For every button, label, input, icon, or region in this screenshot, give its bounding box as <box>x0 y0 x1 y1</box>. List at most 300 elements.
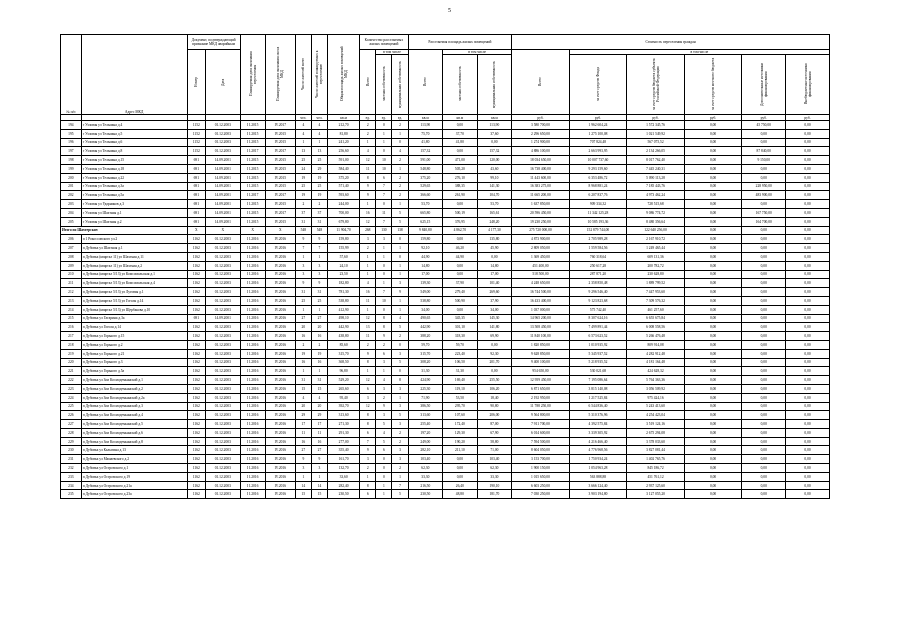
cell-cm: 0 <box>392 138 408 147</box>
cell-r: 14 <box>295 481 311 490</box>
cell-no: 224 <box>61 393 82 402</box>
cell-no: 205 <box>61 217 82 226</box>
cell-addr: г Узловая ул Тельмана д.5а <box>81 191 187 200</box>
cell-n: 1162 <box>187 349 205 358</box>
cell-ex2: 0,00 <box>786 349 830 358</box>
cell-lb: 0,00 <box>684 384 742 393</box>
cell-a: 392,70 <box>328 402 360 411</box>
cell-cp: 1 <box>376 481 392 490</box>
table-row <box>61 490 830 499</box>
cell-c: 2 <box>360 244 376 253</box>
header-cost-local: за счет средств местного бюджета <box>684 55 742 115</box>
cell-sb: 728 515,68 <box>627 200 685 209</box>
cell-no: 203 <box>61 200 82 209</box>
cell-r: 7 <box>295 244 311 253</box>
header-document: Документ, подтверждающий признание МКД аварийным <box>187 35 240 50</box>
cell-cm: 1 <box>392 393 408 402</box>
cell-r: 24 <box>295 164 311 173</box>
cell-tp: 295,70 <box>443 402 478 411</box>
cell-e: IV.2015 <box>265 217 295 226</box>
cell-cm: 0 <box>392 252 408 261</box>
cell-no: 221 <box>61 367 82 376</box>
header-area-group: Расселяемая площадь жилых помещений <box>408 35 512 50</box>
cell-f: 8 307 624,16 <box>569 314 627 323</box>
cell-cm: 4 <box>392 314 408 323</box>
cell-cm: 0 <box>392 340 408 349</box>
cell-c: 2 <box>360 464 376 473</box>
cell-addr: п Дубовка ул Зои Космодемьянской д.6 <box>81 428 187 437</box>
cell-cm: 5 <box>392 490 408 499</box>
cell-s: 20 <box>311 323 327 332</box>
cell-f: 10 007 737,60 <box>569 156 627 165</box>
cell-t: 103,40 <box>408 455 443 464</box>
cell-no: 234 <box>61 481 82 490</box>
cell-cost: 6 603 250,00 <box>512 481 570 490</box>
cell-p: I I.2016 <box>240 402 265 411</box>
cell-e: IV.2016 <box>265 446 295 455</box>
cell-tp: 276,10 <box>443 173 478 182</box>
cell-cost: 4 873 900,00 <box>512 235 570 244</box>
cell-ex: 0,00 <box>742 490 786 499</box>
cell-e: IV.2016 <box>265 358 295 367</box>
cell-tm: 17,00 <box>477 270 512 279</box>
cell-tp: 106,50 <box>443 358 478 367</box>
cell-ex2: 0,00 <box>786 437 830 446</box>
rows-group-b <box>61 235 830 499</box>
cell-c: 4 <box>360 279 376 288</box>
cell-ex: 87 840,00 <box>742 147 786 156</box>
cell-t: 255,40 <box>408 420 443 429</box>
cell-ex2: 0,00 <box>786 173 830 182</box>
cell-r: 13 <box>295 147 311 156</box>
cell-t: 17,00 <box>408 270 443 279</box>
cell-s: 4 <box>311 129 327 138</box>
cell-r: 11 <box>295 428 311 437</box>
cell-p: I I.2016 <box>240 367 265 376</box>
cell-tp: 0,00 <box>443 235 478 244</box>
cell-a: 584,40 <box>328 164 360 173</box>
cell-tp: 169,40 <box>443 376 478 385</box>
cell-addr: п Дубовка ул Калыгина д.13 <box>81 446 187 455</box>
cell-addr: п Дубовка ул Горького д.2 <box>81 340 187 349</box>
cell-tp: 0,00 <box>443 121 478 130</box>
unit-cell: руб. <box>569 115 627 121</box>
cell-tp: 46,20 <box>443 244 478 253</box>
cell-no: 204 <box>61 208 82 217</box>
cell-t: 538,80 <box>408 296 443 305</box>
cell-e: IV.2016 <box>265 393 295 402</box>
cell-sb: 2 675 294,08 <box>627 428 685 437</box>
cell-e: IV.2017 <box>265 208 295 217</box>
table-row <box>61 270 830 279</box>
cell-cm: 2 <box>392 437 408 446</box>
cell-cost: 19 230 250,00 <box>512 217 570 226</box>
cell-t: 59,70 <box>408 340 443 349</box>
cell-addr: п Дубовка ул Зои Космодемьянской д.4 <box>81 411 187 420</box>
cell-f: 6 544 836,40 <box>569 402 627 411</box>
cell-cost: 1 900 150,00 <box>512 464 570 473</box>
header-cost-fund: за счет средств Фонда <box>569 55 627 115</box>
cell-ex: 0,00 <box>742 420 786 429</box>
cell-s: 31 <box>311 288 327 297</box>
cell-c: 11 <box>360 164 376 173</box>
cell-c: 1 <box>360 270 376 279</box>
cell-ex2: 0,00 <box>786 384 830 393</box>
cell-tp: 26,40 <box>443 481 478 490</box>
cell-f: 4 392 575,84 <box>569 420 627 429</box>
table-row <box>61 455 830 464</box>
cell-sb: 5 090 113,28 <box>627 173 685 182</box>
cell-cost: 4 886 100,00 <box>512 147 570 156</box>
cell-cp: 10 <box>376 164 392 173</box>
cell-t: 591,00 <box>408 156 443 165</box>
cell-d: 01.12.2003 <box>206 446 241 455</box>
cell-c: 12 <box>360 314 376 323</box>
cell-s: 14 <box>311 481 327 490</box>
cell-s: 20 <box>311 402 327 411</box>
cell-d: 01.12.2003 <box>206 332 241 341</box>
cell-no: 209 <box>61 261 82 270</box>
cell-d: 01.12.2003 <box>206 437 241 446</box>
cell-f: 6 207 837,76 <box>569 191 627 200</box>
cell-ex: 0,00 <box>742 261 786 270</box>
cell-r: 1 <box>295 252 311 261</box>
cell-cp: 3 <box>376 384 392 393</box>
cell-no: 229 <box>61 437 82 446</box>
cell-lb: 0,00 <box>684 420 742 429</box>
cell-cost: 6 871 650,00 <box>512 384 570 393</box>
cell-a: 781,30 <box>328 288 360 297</box>
cell-e: IV.2016 <box>265 420 295 429</box>
cell-a: 438,80 <box>328 332 360 341</box>
cell-e: IV.2016 <box>265 349 295 358</box>
cell-tm: 106,20 <box>477 384 512 393</box>
cell-d: 01.12.2003 <box>206 472 241 481</box>
cell-c: 12 <box>360 217 376 226</box>
cell-d: 01.12.2003 <box>206 402 241 411</box>
cell-addr: п 1 Рокоссовского ул.2 <box>81 235 187 244</box>
cell-a: 271,30 <box>328 420 360 429</box>
cell-ex: 0,00 <box>742 138 786 147</box>
cell-n: 1162 <box>187 367 205 376</box>
cell-addr: п Дубовка (квартал 5/13) ул Гоголя д.14 <box>81 296 187 305</box>
cell-t: 424,90 <box>408 376 443 385</box>
unit-cell: кв.м <box>443 115 478 121</box>
table-row <box>61 428 830 437</box>
cell-addr: п Дубовка ул Зои Космодемьянской д.1 <box>81 376 187 385</box>
resettlement-register-table <box>60 34 830 499</box>
cell-sb: 7 447 953,60 <box>627 288 685 297</box>
cell-c: 3 <box>360 455 376 464</box>
cell-no: 213 <box>61 296 82 305</box>
cell-n: 691 <box>187 200 205 209</box>
cell-sb: 3 056 509,92 <box>627 384 685 393</box>
cell-n: 1162 <box>187 252 205 261</box>
cell-tp: 119,10 <box>443 384 478 393</box>
cell-p: I I.2016 <box>240 420 265 429</box>
cell-ex: 0,00 <box>742 244 786 253</box>
header-area-total-sub: Всего <box>408 50 443 115</box>
cell-c: 8 <box>360 358 376 367</box>
cell-d: 01.12.2003 <box>206 305 241 314</box>
cell-c: 6 <box>360 428 376 437</box>
cell-ex: 0,00 <box>742 279 786 288</box>
cell-d: 14.09.2001 <box>206 156 241 165</box>
cell-lb: 0,00 <box>684 481 742 490</box>
cell-tm: 141,80 <box>477 323 512 332</box>
cell-t: 71,90 <box>408 393 443 402</box>
cell-c: 1 <box>360 472 376 481</box>
cell-cp: 8 <box>376 323 392 332</box>
header-count-total: Всего <box>360 50 376 115</box>
cell-tm: 33,30 <box>477 472 512 481</box>
cell-cost: 11 788 250,00 <box>512 402 570 411</box>
header-cost-subject: за счет средств бюджета субъекта Российской Федерации <box>627 55 685 115</box>
cell-p: I I.2016 <box>240 244 265 253</box>
cell-e: IV.2016 <box>265 384 295 393</box>
cell-addr: п Дубовка ул Горького д.5а <box>81 367 187 376</box>
cell-s: 16 <box>311 358 327 367</box>
table-row <box>61 156 830 165</box>
cell-cm: 2 <box>392 121 408 130</box>
cell-e: IV.2015 <box>265 156 295 165</box>
cell-cost: 16 383 275,00 <box>512 182 570 191</box>
cell-s: 4 <box>311 393 327 402</box>
cell-r: 1 <box>295 367 311 376</box>
cell-d: 01.12.2003 <box>206 428 241 437</box>
cell-tm: 45,90 <box>477 244 512 253</box>
cell-p: I I.2017 <box>240 147 265 156</box>
cell-tm: 206,00 <box>477 411 512 420</box>
cell-a: 23,50 <box>328 270 360 279</box>
cell-cost: 11 840 100,00 <box>512 332 570 341</box>
cell-f: 2 705 989,28 <box>569 235 627 244</box>
header-residents: Число жителей всего <box>295 35 311 115</box>
cell-cost: 1 015 650,00 <box>512 472 570 481</box>
cell-lb: 0,00 <box>684 490 742 499</box>
cell-p: I I.2016 <box>240 384 265 393</box>
cell-s: 25 <box>311 156 327 165</box>
cell-sb: 1 249 465,44 <box>627 244 685 253</box>
cell-ex2: 0,00 <box>786 270 830 279</box>
cell-a: 33,60 <box>328 472 360 481</box>
cell-t: 44,90 <box>408 252 443 261</box>
cell-p: I I.2016 <box>240 472 265 481</box>
cell-lb: 0,00 <box>684 340 742 349</box>
cell-addr: п Дубовка ул Гагарина д.3а <box>81 314 187 323</box>
cell-n: 691 <box>187 208 205 217</box>
cell-addr: п Дубовка ул Зои Космодемьянской д.3 <box>81 402 187 411</box>
cell-ex2: 0,00 <box>786 332 830 341</box>
cell-a: 442,90 <box>328 323 360 332</box>
cell-addr: г Узловая ул Тельмана д.3а <box>81 182 187 191</box>
cell-addr: п Дубовка ул Зои Космодемьянской д.8 <box>81 437 187 446</box>
cell-tm: 37,90 <box>477 296 512 305</box>
cell-ex2: 0,00 <box>786 164 830 173</box>
cell-f: 287 871,20 <box>569 270 627 279</box>
cell-f: 563 888,88 <box>569 472 627 481</box>
cell-r: 4 <box>295 121 311 130</box>
cell-d: 14.09.2001 <box>206 191 241 200</box>
cell-sb: 7 185 443,76 <box>627 182 685 191</box>
cell-tp: 59,70 <box>443 340 478 349</box>
cell-f: 5 218 935,52 <box>569 358 627 367</box>
cell-f: 575 742,40 <box>569 305 627 314</box>
cell-cm: 1 <box>392 305 408 314</box>
cell-cp: 7 <box>376 288 392 297</box>
cell-ex2: 0,00 <box>786 261 830 270</box>
cell-cost: 1 820 850,00 <box>512 340 570 349</box>
cell-tm: 71,00 <box>477 446 512 455</box>
cell-p: I I.2016 <box>240 340 265 349</box>
cell-no: 231 <box>61 455 82 464</box>
cell-ex2: 0,00 <box>786 472 830 481</box>
cell-d: 01.12.2003 <box>206 455 241 464</box>
unit-cell: кв.м <box>328 115 360 121</box>
cell-t: 31,30 <box>408 367 443 376</box>
cell-tm: 92,30 <box>477 349 512 358</box>
cell-addr: г Узловая ул Тельмана д.5 <box>81 129 187 138</box>
table-row <box>61 464 830 473</box>
cell-d: 01.12.2003 <box>206 384 241 393</box>
subtotal-label: Итого по Шахтерское: <box>61 226 188 235</box>
cell-tp: 471,00 <box>443 156 478 165</box>
cell-a: 57,60 <box>328 252 360 261</box>
cell-cost: 11 665 200,00 <box>512 191 570 200</box>
cell-r: 4 <box>295 129 311 138</box>
cell-cm: 5 <box>392 358 408 367</box>
cell-c: 9 <box>360 349 376 358</box>
cell-tp: 31,30 <box>443 367 478 376</box>
cell-n: 1162 <box>187 464 205 473</box>
cell-c: 2 <box>360 121 376 130</box>
cell-s: 1 <box>311 472 327 481</box>
cell-no: 225 <box>61 402 82 411</box>
cell-r: 25 <box>295 296 311 305</box>
cell-tp: 500,90 <box>443 296 478 305</box>
cell-s: 2 <box>311 200 327 209</box>
cell-f: 1 010 935,92 <box>569 340 627 349</box>
cell-cost: 9 628 850,00 <box>512 349 570 358</box>
cell-f: 1 750 934,24 <box>569 455 627 464</box>
cell-f: 3 339 305,92 <box>569 428 627 437</box>
cell-s: 4 <box>311 121 327 130</box>
cell-e: IV.2016 <box>265 261 295 270</box>
cell-t: 308,20 <box>408 358 443 367</box>
cell-ex: 164 700,00 <box>742 217 786 226</box>
cell-addr: г Узловая ул Тельмана д.22 <box>81 173 187 182</box>
cell-ex2: 0,00 <box>786 393 830 402</box>
unit-cell: руб. <box>742 115 786 121</box>
cell-e: IV.2016 <box>265 323 295 332</box>
cell-cost: 3 580 700,00 <box>512 121 570 130</box>
cell-tp: 0,00 <box>443 261 478 270</box>
cell-ex: 0,00 <box>742 305 786 314</box>
cell-e: IV.2016 <box>265 252 295 261</box>
cell-f: 3 815 140,08 <box>569 384 627 393</box>
cell-t: 282,10 <box>408 446 443 455</box>
cell-lb: 0,00 <box>684 288 742 297</box>
cell-t: 249,00 <box>408 437 443 446</box>
unit-cell: кв.м <box>477 115 512 121</box>
cell-c: 9 <box>360 191 376 200</box>
cell-ex2: 0,00 <box>786 217 830 226</box>
cell-cm: 4 <box>392 147 408 156</box>
cell-ex2: 0,00 <box>786 191 830 200</box>
cell-sb: 461 257,60 <box>627 305 685 314</box>
cell-ex2: 0,00 <box>786 464 830 473</box>
cell-sb: 3 519 124,16 <box>627 420 685 429</box>
cell-tp: 345,35 <box>443 314 478 323</box>
cell-c: 13 <box>360 323 376 332</box>
cell-cp: 0 <box>376 464 392 473</box>
cell-sb: 2 937 125,60 <box>627 481 685 490</box>
cell-ex2: 0,00 <box>786 314 830 323</box>
header-plan-date: Планируемая дата окончания переселения <box>240 35 265 115</box>
cell-sb: 1 572 345,76 <box>627 121 685 130</box>
cell-ex2: 0,00 <box>786 411 830 420</box>
cell-s: 3 <box>311 464 327 473</box>
cell-cost: 1 037 000,00 <box>512 305 570 314</box>
cell-no: 197 <box>61 147 82 156</box>
cell-n: 1152 <box>187 129 205 138</box>
cell-tp: 388,35 <box>443 182 478 191</box>
cell-p: I I.2016 <box>240 446 265 455</box>
cell-t: 490,65 <box>408 314 443 323</box>
cell-e: IV.2016 <box>265 464 295 473</box>
cell-p: I I.2016 <box>240 464 265 473</box>
cell-cp: 5 <box>376 420 392 429</box>
cell-no: 218 <box>61 340 82 349</box>
cell-tm: 103,40 <box>477 455 512 464</box>
cell-no: 232 <box>61 464 82 473</box>
cell-sb: 4 181 164,48 <box>627 358 685 367</box>
cell-n: 1162 <box>187 393 205 402</box>
cell-sb: 7 309 576,32 <box>627 296 685 305</box>
cell-cm: 1 <box>392 296 408 305</box>
cell-r: 15 <box>295 490 311 499</box>
cell-tm: 101,40 <box>477 279 512 288</box>
cell-lb: 0,00 <box>684 191 742 200</box>
cell-tm: 99,10 <box>477 173 512 182</box>
cell-addr: п Дубовка ул Островского д.21а <box>81 481 187 490</box>
cell-ex2: 0,00 <box>786 455 830 464</box>
cell-a: 182,80 <box>328 279 360 288</box>
cell-t: 139,30 <box>408 279 443 288</box>
table-row <box>61 252 830 261</box>
cell-p: I I.2016 <box>240 490 265 499</box>
cell-a: 244,00 <box>328 200 360 209</box>
cell-cp: 0 <box>376 305 392 314</box>
cell-r: 27 <box>295 446 311 455</box>
cell-ex: 0,00 <box>742 472 786 481</box>
cell-t: 625,15 <box>408 217 443 226</box>
cell-cm: 3 <box>392 279 408 288</box>
cell-p: I I.2015 <box>240 129 265 138</box>
cell-sb: 567 075,52 <box>627 138 685 147</box>
cell-t: 665,80 <box>408 208 443 217</box>
cell-f: 5 310 376,96 <box>569 411 627 420</box>
header-count-in-that: в том числе <box>376 50 408 55</box>
cell-f: 1 054 963,28 <box>569 464 627 473</box>
cell-cm: 5 <box>392 323 408 332</box>
cell-t: 14,80 <box>408 261 443 270</box>
cell-no: 214 <box>61 305 82 314</box>
cell-ex: 483 900,00 <box>742 191 786 200</box>
cell-e: IV.2015 <box>265 182 295 191</box>
cell-r: 3 <box>295 270 311 279</box>
cell-t: 216,50 <box>408 481 443 490</box>
